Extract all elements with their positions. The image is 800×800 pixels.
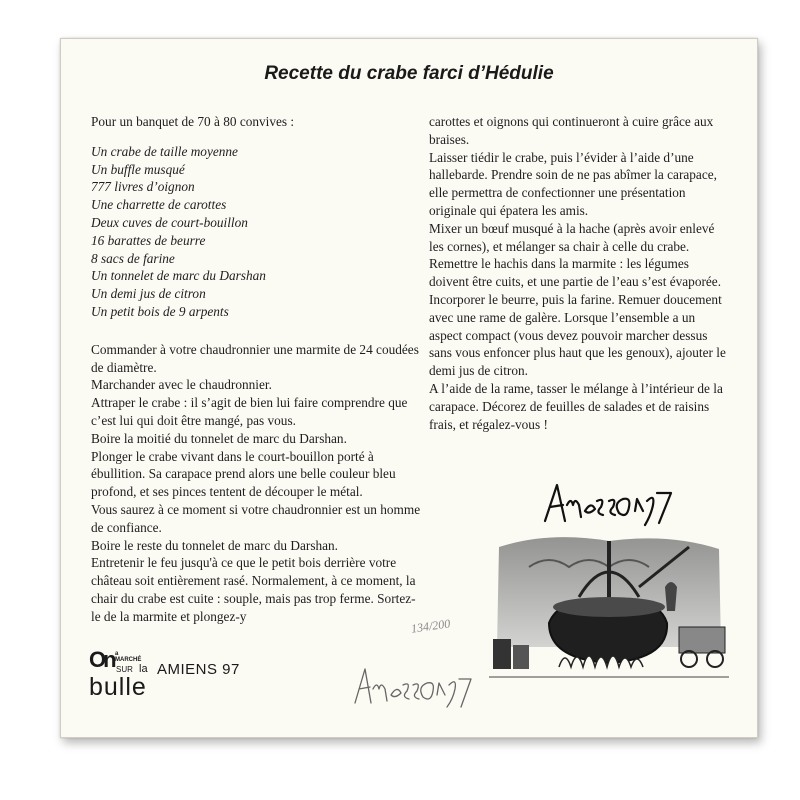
step-paragraph: Marchander avec le chaudronnier.	[91, 377, 272, 393]
event-label: AMIENS 97	[157, 661, 240, 678]
logo-mark: On	[89, 647, 114, 672]
intro-line: Pour un banquet de 70 à 80 convives :	[91, 114, 295, 129]
logo-bulle: bulle	[89, 673, 147, 701]
recipe-card	[60, 38, 758, 738]
step-paragraph: Boire le reste du tonnelet de marc du Darshan.	[91, 537, 339, 553]
step-paragraph: Remettre le hachis dans la marmite : les légumes doivent être cuits, et une partie de l’eau s’est évaporée.	[429, 256, 722, 290]
step-paragraph: Boire la moitié du tonnelet de marc du Darshan.	[91, 430, 347, 446]
page-title: Recette du crabe farci d’Hédulie	[264, 63, 554, 84]
step-paragraph: Vous saurez à ce moment si votre chaudronnier est un homme de confiance.	[91, 501, 421, 535]
step-paragraph: A l’aide de la rame, tasser le mélange à l’intérieur de la carapace. Décorez de feuilles de salades et de raisins frais, et régalez-vous !	[429, 380, 723, 432]
step-paragraph: carottes et oignons qui continueront à cuire grâce aux braises.	[429, 114, 714, 147]
edition-number: 134/200	[410, 616, 452, 636]
ingredient-item: 16 barattes de beurre	[91, 232, 206, 248]
right-steps	[429, 113, 729, 433]
left-steps	[91, 341, 421, 626]
logo-sur: SUR	[116, 665, 133, 674]
ingredient-item: Une charrette de carottes	[91, 197, 227, 213]
signature-top	[539, 471, 679, 531]
ingredient-item: 8 sacs de farine	[91, 250, 175, 266]
step-paragraph: Mixer un bœuf musqué à la hache (après avoir enlevé les cornes), et mélanger sa chair à celle du crabe.	[429, 220, 715, 254]
ingredient-item: Un demi jus de citron	[91, 286, 206, 302]
step-paragraph: Entretenir le feu jusqu'à ce que le petit bois derrière votre château soit entièrement rasé. Normalement, à ce moment, la chair du crabe est cuite : souple, mais pas trop ferme. Sortez-le de la marmite et plongez-y	[91, 555, 416, 624]
step-paragraph: Laisser tiédir le crabe, puis l’évider à l’aide d’une hallebarde. Prendre soin de ne pas abîmer la carapace, elle permettra de confectionner une présentation originale qui épatera les amis.	[429, 149, 717, 218]
ingredient-item: 777 livres d’oignon	[91, 179, 195, 195]
ingredient-list	[91, 143, 421, 321]
signature-bottom	[349, 657, 479, 713]
step-paragraph: Plonger le crabe vivant dans le court-bouillon porté à ébullition. Sa carapace prend alors une belle couleur bleu profond, et ses pinces tentent de découper le métal.	[91, 448, 396, 500]
ingredient-item: Un petit bois de 9 arpents	[91, 303, 229, 319]
ingredient-item: Deux cuves de court-bouillon	[91, 214, 248, 230]
cauldron-illustration	[489, 527, 729, 697]
step-paragraph: Attraper le crabe : il s’agit de bien lui faire comprendre que c’est lui qui doit être mangé, pas vous.	[91, 395, 408, 428]
ingredient-item: Un tonnelet de marc du Darshan	[91, 268, 266, 284]
ingredient-item: Un buffle musqué	[91, 161, 185, 177]
ingredient-item: Un crabe de taille moyenne	[91, 143, 238, 159]
right-column	[429, 113, 729, 433]
left-column	[91, 113, 421, 626]
logo-la: la	[139, 663, 148, 675]
logo-marche: a MARCHÉ	[115, 651, 142, 663]
step-paragraph: Incorporer le beurre, puis la farine. Remuer doucement avec une rame de galère. Lorsque l’ensemble a un aspect compact (vous devez pouvoir marcher dessus sans vous enfoncer plus haut que les genoux), ajouter le demi jus de citron.	[429, 291, 726, 379]
step-paragraph: Commander à votre chaudronnier une marmite de 24 coudées de diamètre.	[91, 341, 419, 375]
